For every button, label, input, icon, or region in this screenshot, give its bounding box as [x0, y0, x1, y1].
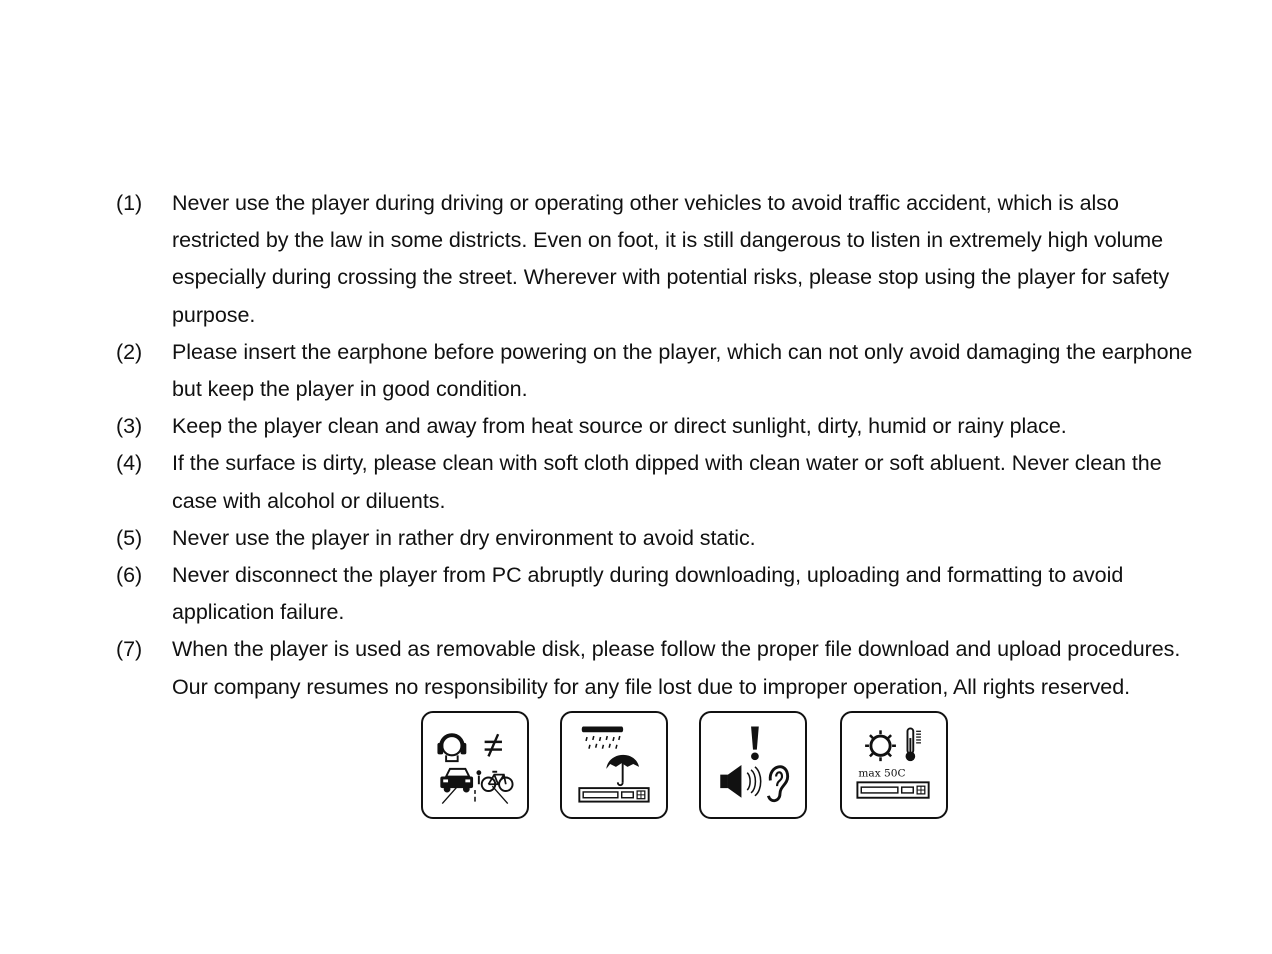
- item-number: (4): [116, 451, 143, 476]
- list-item: [116, 520, 1196, 557]
- item-text: When the player is used as removable disk, please follow the proper file download and upload procedures. Our company resumes no responsibility for any file lost due to improper operation, All rights reserved.: [172, 637, 1181, 699]
- max-temperature-icon: [840, 711, 948, 819]
- max-temperature-label: max 50C: [858, 767, 906, 780]
- list-item: [116, 334, 1196, 408]
- item-text: Please insert the earphone before powering on the player, which can not only avoid damaging the earphone but keep the player in good condition.: [172, 339, 1193, 402]
- item-text: Never use the player during driving or operating other vehicles to avoid traffic accident, which is also restricted by the law in some districts. Even on foot, it is still dangerous to listen in extremely high volume especially during crossing the street. Wherever with potential risks, please stop using the player for safety purpose.: [172, 191, 1170, 327]
- item-number: (1): [116, 191, 143, 215]
- list-item: [116, 185, 1196, 334]
- avoid-high-volume-icon: [699, 711, 807, 819]
- item-number: (2): [116, 339, 143, 364]
- safety-icons-row: [421, 711, 953, 821]
- no-headphones-while-driving-icon: [421, 711, 529, 819]
- keep-away-from-rain-icon: [560, 711, 668, 819]
- item-text: Keep the player clean and away from heat source or direct sunlight, dirty, humid or rainy place.: [172, 414, 1067, 439]
- list-item: [116, 557, 1196, 631]
- item-number: (5): [116, 525, 143, 550]
- item-text: If the surface is dirty, please clean with soft cloth dipped with clean water or soft abluent. Never clean the case with alcohol or diluents.: [172, 451, 1162, 513]
- list-item: [116, 408, 1196, 445]
- item-number: (7): [116, 637, 143, 662]
- item-number: (6): [116, 563, 143, 588]
- item-text: Never disconnect the player from PC abruptly during downloading, uploading and formatting to avoid application failure.: [172, 563, 1124, 625]
- item-text: Never use the player in rather dry environment to avoid static.: [172, 525, 756, 550]
- list-item: [116, 631, 1196, 705]
- safety-instructions-list: [116, 185, 1196, 706]
- list-item: [116, 445, 1196, 519]
- item-number: (3): [116, 414, 143, 439]
